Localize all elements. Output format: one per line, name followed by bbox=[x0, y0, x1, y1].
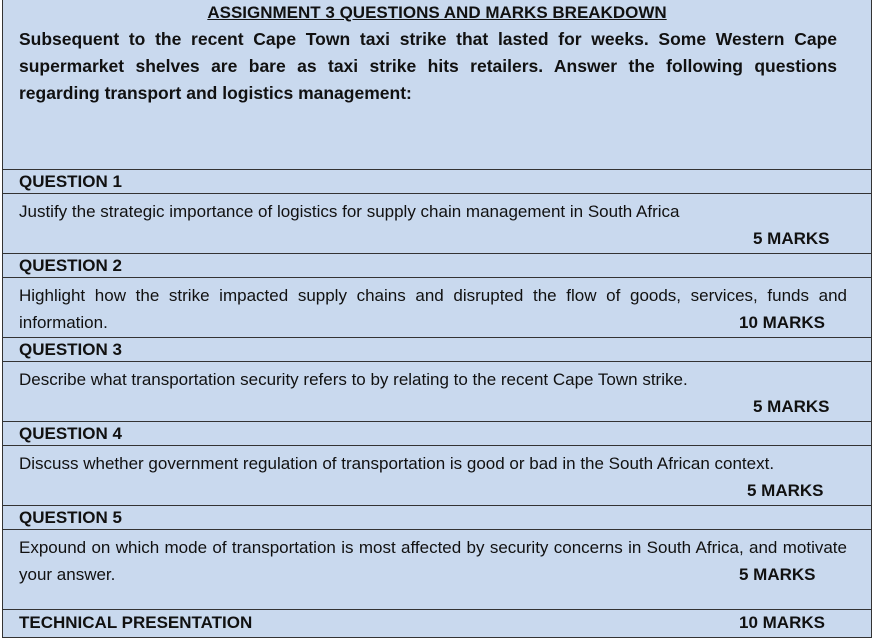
page-title: ASSIGNMENT 3 QUESTIONS AND MARKS BREAKDOWN bbox=[207, 3, 667, 22]
question-1-text: Justify the strategic importance of logistics for supply chain management in South Africa bbox=[19, 202, 680, 221]
question-1-body-row bbox=[3, 194, 871, 254]
question-5-heading-row bbox=[3, 506, 871, 530]
question-4-body-row bbox=[3, 446, 871, 506]
technical-presentation-row bbox=[3, 610, 871, 638]
question-5-text: Expound on which mode of transportation is most affected by security concerns in South Africa, and motivate your answer. bbox=[19, 538, 847, 584]
question-4-text: Discuss whether government regulation of transportation is good or bad in the South African context. bbox=[19, 454, 775, 473]
header-block bbox=[3, 0, 871, 170]
technical-presentation-label: TECHNICAL PRESENTATION bbox=[19, 613, 253, 632]
question-4-heading-row bbox=[3, 422, 871, 446]
question-1-heading-row bbox=[3, 170, 871, 194]
technical-presentation-marks: 10 MARKS bbox=[739, 613, 825, 632]
question-3-heading-row bbox=[3, 338, 871, 362]
question-3-marks: 5 MARKS bbox=[753, 397, 830, 416]
question-4-heading: QUESTION 4 bbox=[19, 424, 122, 443]
question-1-heading: QUESTION 1 bbox=[19, 172, 122, 191]
question-5-body-row bbox=[3, 530, 871, 610]
question-1-marks: 5 MARKS bbox=[753, 229, 830, 248]
intro-paragraph: Subsequent to the recent Cape Town taxi strike that lasted for weeks. Some Western Cape supermarket shelves are bare as taxi strike hits retailers. Answer the following questions regarding transport and logistics management: bbox=[19, 29, 837, 103]
question-4-marks: 5 MARKS bbox=[747, 481, 824, 500]
question-2-text: Highlight how the strike impacted supply chains and disrupted the flow of goods, services, funds and information. bbox=[19, 286, 847, 332]
question-2-marks: 10 MARKS bbox=[739, 313, 825, 332]
question-2-heading-row bbox=[3, 254, 871, 278]
question-2-body-row bbox=[3, 278, 871, 338]
question-3-heading: QUESTION 3 bbox=[19, 340, 122, 359]
question-3-body-row bbox=[3, 362, 871, 422]
question-2-heading: QUESTION 2 bbox=[19, 256, 122, 275]
question-3-text: Describe what transportation security refers to by relating to the recent Cape Town strike. bbox=[19, 370, 688, 389]
question-5-marks: 5 MARKS bbox=[739, 565, 816, 584]
assignment-sheet bbox=[2, 0, 872, 638]
question-5-heading: QUESTION 5 bbox=[19, 508, 122, 527]
